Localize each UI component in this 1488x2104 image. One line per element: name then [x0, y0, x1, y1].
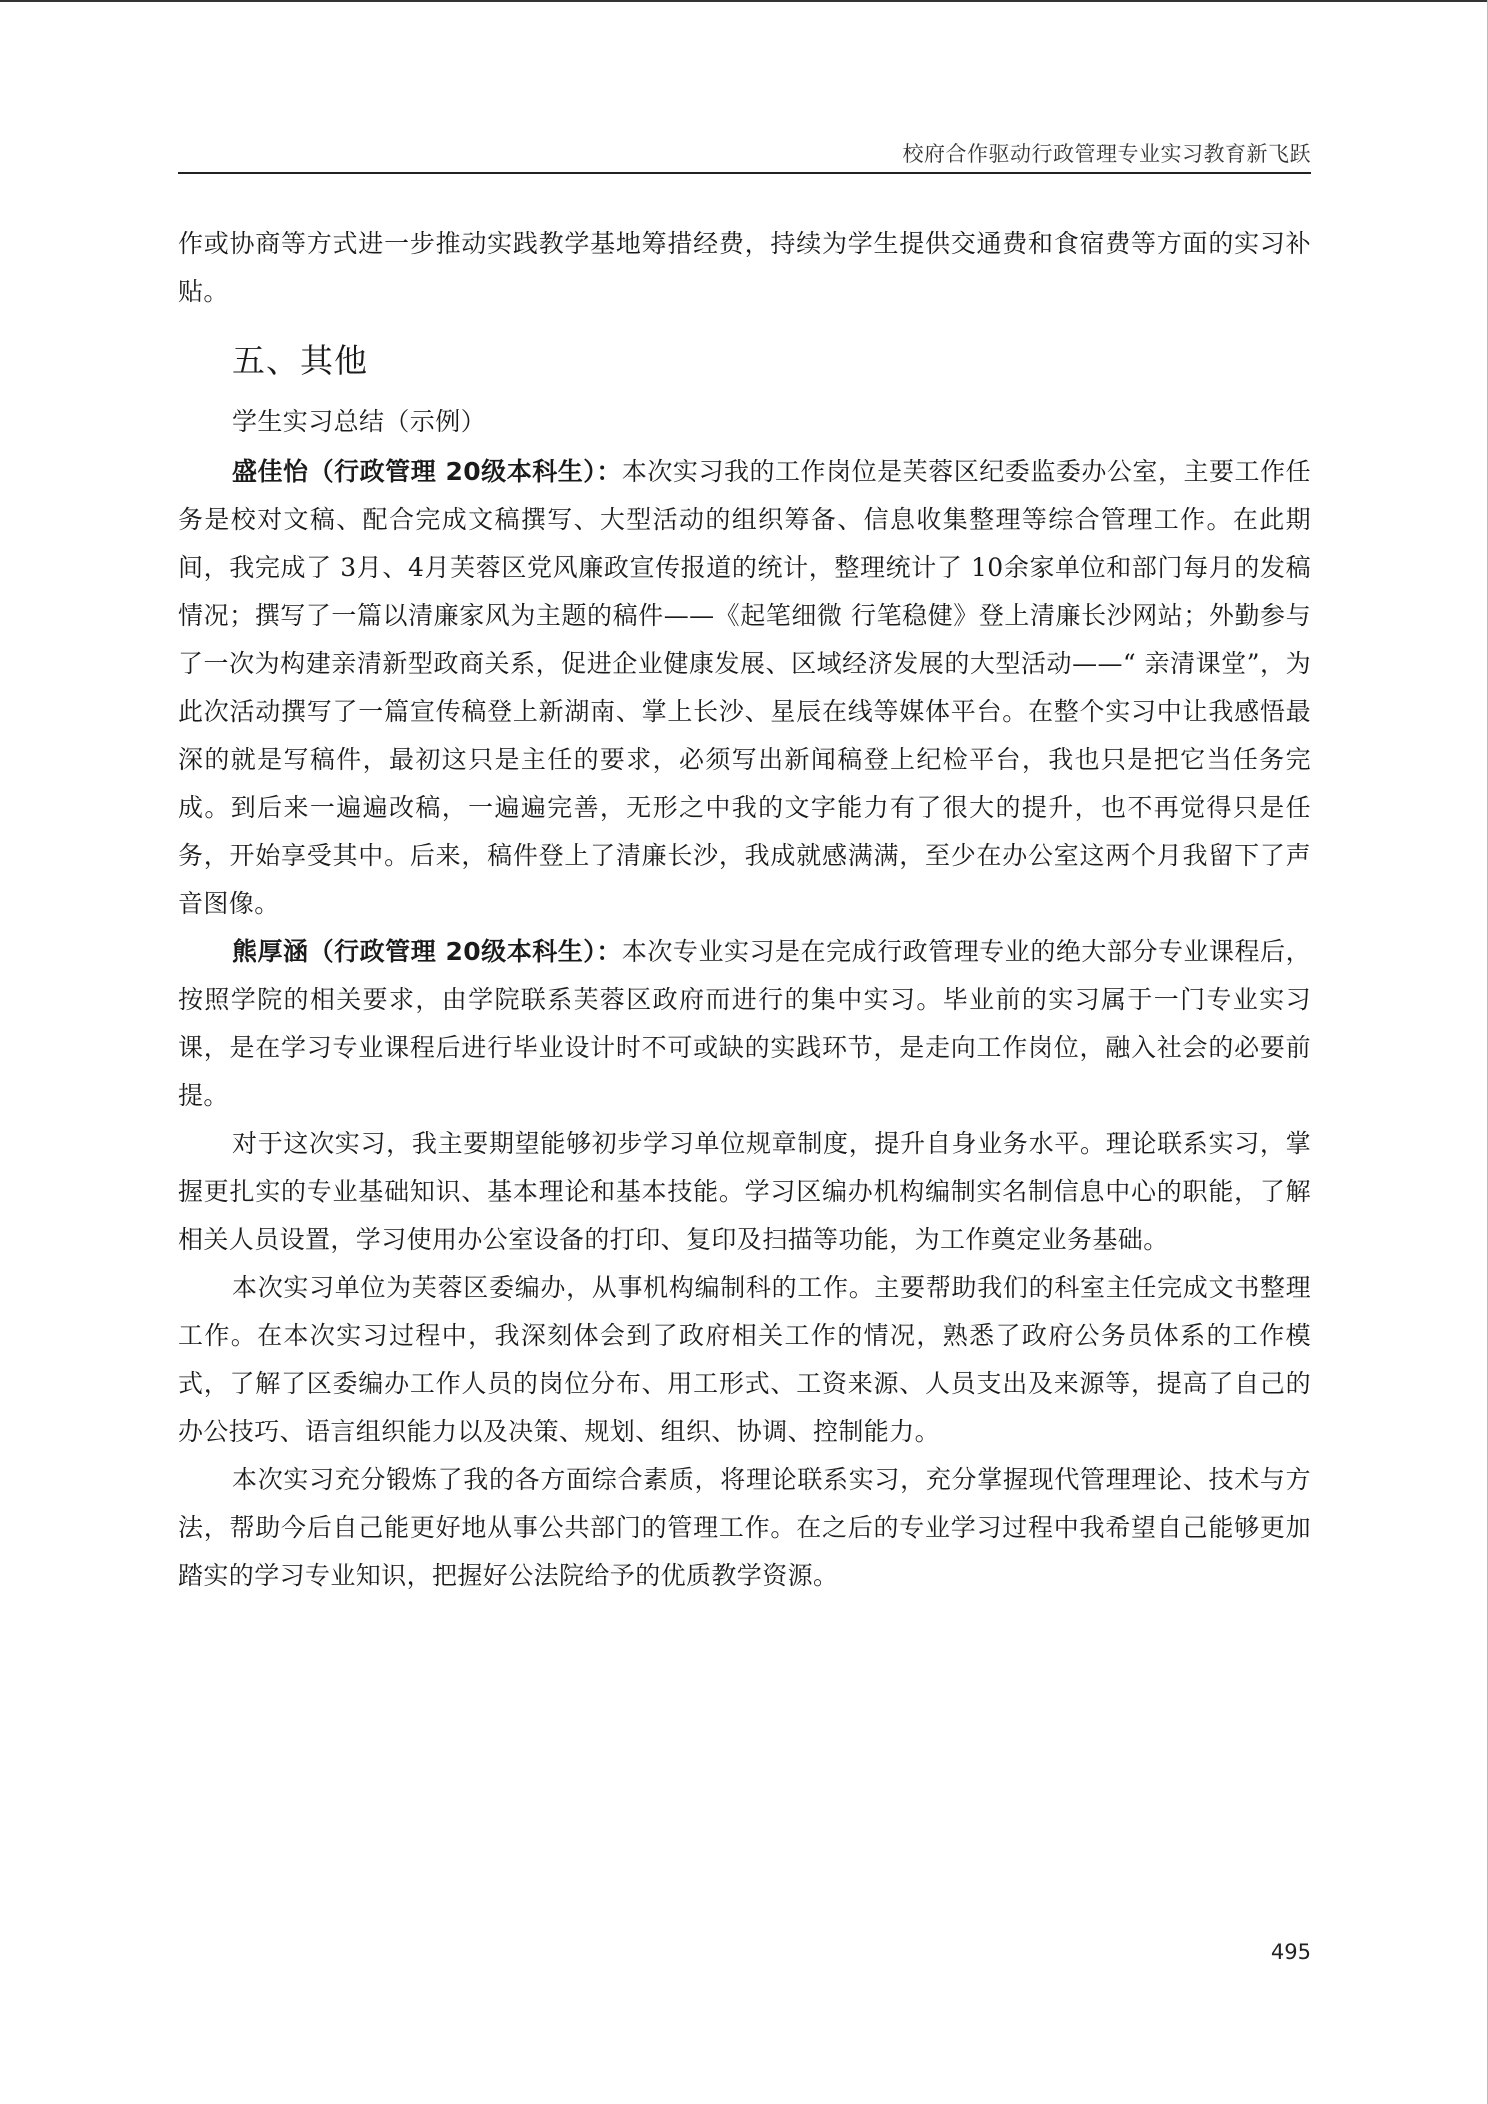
top-border-line [0, 0, 1488, 2]
subtitle: 学生实习总结（示例） [232, 407, 487, 436]
page-number: 495 [1270, 1940, 1311, 1964]
speaker-name: 盛佳怡（行政管理 20级本科生）： [232, 457, 622, 486]
entry-text: 本次专业实习是在完成行政管理专业的绝大部分专业课程后，按照学院的相关要求，由学院联系芙蓉区政府而进行的集中实习。毕业前的实习属于一门专业实习课，是在学习专业课程后进行毕业设计时不可或缺的实践环节，是走向工作岗位，融入社会的必要前提。 [178, 937, 1311, 1110]
page-body [178, 220, 1311, 1600]
body-paragraph: 本次实习充分锻炼了我的各方面综合素质，将理论联系实习，充分掌握现代管理理论、技术与方法，帮助今后自己能更好地从事公共部门的管理工作。在之后的专业学习过程中我希望自己能够更加踏实的学习专业知识，把握好公法院给予的优质教学资源。 [178, 1465, 1311, 1590]
entry-text: 本次实习我的工作岗位是芙蓉区纪委监委办公室，主要工作任务是校对文稿、配合完成文稿撰写、大型活动的组织筹备、信息收集整理等综合管理工作。在此期间，我完成了 3月、4月芙蓉区党风廉政宣传报道的统计，整理统计了 10余家单位和部门每月的发稿情况；撰写了一篇以清廉家风为主题的稿件——《起笔细微 行笔稳健》登上清廉长沙网站；外勤参与了一次为构建亲清新型政商关系，促进企业健康发展、区域经济发展的大型活动——“ 亲清课堂”，为此次活动撰写了一篇宣传稿登上新湖南、掌上长沙、星辰在线等媒体平台。在整个实习中让我感悟最深的就是写稿件，最初这只是主任的要求，必须写出新闻稿登上纪检平台，我也只是把它当任务完成。到后来一遍遍改稿，一遍遍完善，无形之中我的文字能力有了很大的提升，也不再觉得只是任务，开始享受其中。后来，稿件登上了清廉长沙，我成就感满满，至少在办公室这两个月我留下了声音图像。 [178, 457, 1311, 918]
intro-paragraph: 作或协商等方式进一步推动实践教学基地筹措经费，持续为学生提供交通费和食宿费等方面的实习补贴。 [178, 229, 1311, 306]
entry-paragraph [178, 928, 1311, 1120]
body-paragraph: 本次实习单位为芙蓉区委编办，从事机构编制科的工作。主要帮助我们的科室主任完成文书整理工作。在本次实习过程中，我深刻体会到了政府相关工作的情况，熟悉了政府公务员体系的工作模式，了解了区委编办工作人员的岗位分布、用工形式、工资来源、人员支出及来源等，提高了自己的办公技巧、语言组织能力以及决策、规划、组织、协调、控制能力。 [178, 1273, 1311, 1446]
body-paragraph: 对于这次实习，我主要期望能够初步学习单位规章制度，提升自身业务水平。理论联系实习，掌握更扎实的专业基础知识、基本理论和基本技能。学习区编办机构编制实名制信息中心的职能，了解相关人员设置，学习使用办公室设备的打印、复印及扫描等功能，为工作奠定业务基础。 [178, 1129, 1311, 1254]
speaker-name: 熊厚涵（行政管理 20级本科生）： [232, 937, 622, 966]
entry-paragraph [178, 448, 1311, 928]
section-heading: 五、其他 [232, 341, 368, 380]
header-rule [178, 172, 1311, 174]
running-header: 校府合作驱动行政管理专业实习教育新飞跃 [902, 142, 1311, 166]
